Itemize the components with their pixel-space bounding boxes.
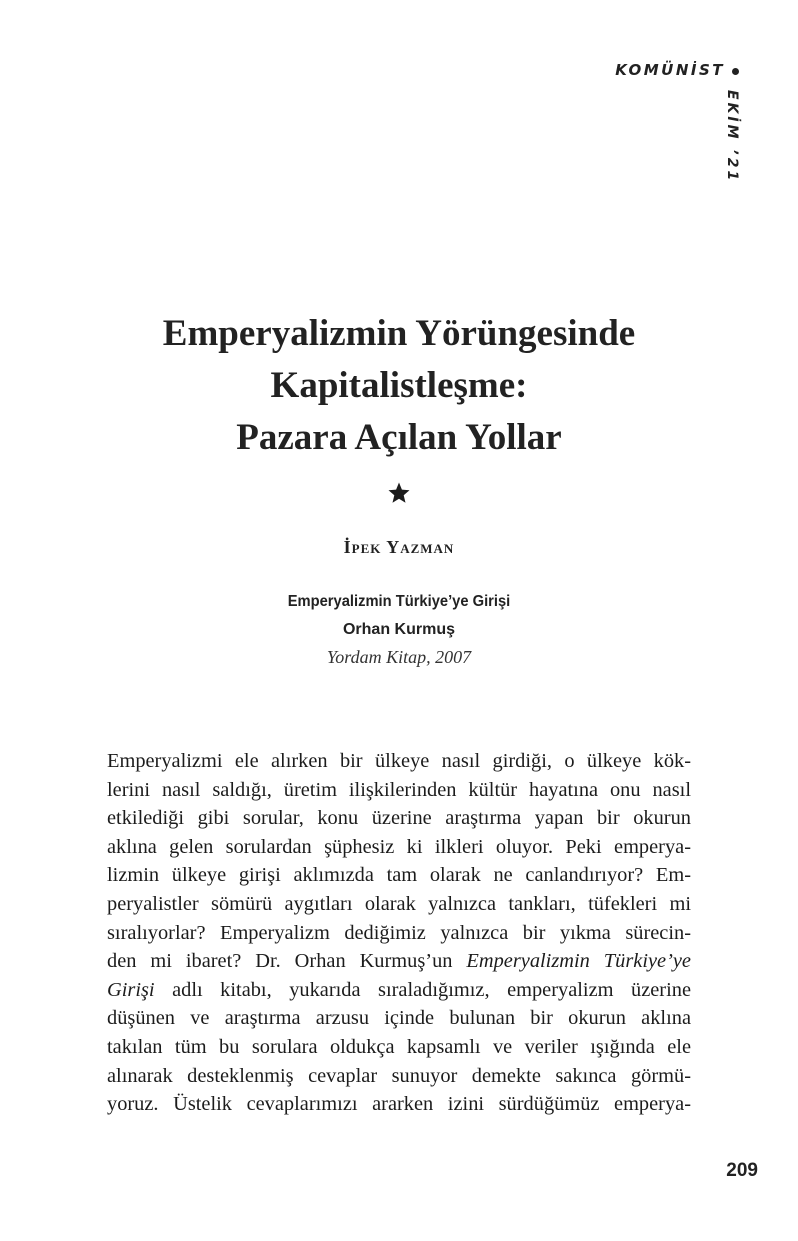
body-line (107, 1033, 691, 1062)
book-author: Orhan Kurmuş (342, 621, 455, 638)
body-text-run: Emperyalizmi ele alırken bir ülkeye nasıl girdiği, o ülkeye kök- (107, 750, 691, 772)
body-line (107, 861, 691, 890)
title-line: Emperyalizmin Yörüngesinde (162, 313, 636, 354)
author-name: İpek Yazman (343, 537, 455, 557)
body-line (107, 833, 691, 862)
body-text-run: alınarak desteklenmiş cevaplar sunuyor demekte sakınca görmü- (107, 1064, 691, 1087)
title-line: Kapitalistleşme: (270, 365, 528, 406)
body-text (107, 747, 691, 1119)
body-line (107, 947, 691, 976)
body-line (107, 976, 691, 1005)
italic-book-title: Girişi (107, 978, 155, 1001)
italic-book-title: Emperyalizmin Türkiye’ye (466, 950, 691, 973)
body-line (107, 1062, 691, 1091)
title-line: Pazara Açılan Yollar (236, 417, 562, 458)
book-info (0, 588, 798, 670)
body-text-run: yoruz. Üstelik cevaplarımızı ararken izini sürdüğümüz emperya- (107, 1093, 691, 1116)
bullet-dot-icon (732, 68, 739, 75)
body-text-run: adlı kitabı, yukarıda sıraladığımız, emperyalizm üzerine (154, 978, 691, 1001)
body-text-run: aklına gelen sorulardan şüphesiz ki ilkleri oluyor. Peki emperya- (107, 835, 691, 858)
book-publisher: Yordam Kitap, 2007 (326, 647, 472, 667)
body-line (107, 1090, 691, 1119)
body-text-run: düşünen ve araştırma arzusu içinde bulunan bir okurun aklına (107, 1007, 691, 1030)
body-text-run: takılan tüm bu sorulara oldukça kapsamlı ve veriler ışığında ele (107, 1035, 691, 1058)
body-line (107, 1004, 691, 1033)
body-text-run: etkilediği gibi sorular, konu üzerine araştırma yapan bir okurun (107, 807, 691, 830)
body-text-run: lizmin ülkeye girişi aklımızda tam olarak ne canlandırıyor? Em- (107, 864, 691, 887)
body-line (107, 919, 691, 948)
page-number: 209 (726, 1160, 758, 1181)
body-line (107, 776, 691, 805)
body-line (107, 804, 691, 833)
body-text-run: peryalistler sömürü aygıtları olarak yalnızca tankları, tüfekleri mi (107, 892, 691, 915)
body-text-run: lerini nasıl saldığı, üretim ilişkilerinden kültür hayatına onu nasıl (107, 778, 691, 801)
article-title (0, 308, 798, 464)
body-text-run: den mi ibaret? Dr. Orhan Kurmuş’un (107, 950, 467, 973)
body-line (107, 747, 691, 776)
issue-date: EKİM ’21 (724, 90, 740, 184)
running-head: KOMÜNİST (615, 61, 725, 79)
body-text-run: sıralıyorlar? Emperyalizm dediğimiz yalnızca bir yıkma sürecin- (107, 921, 691, 944)
body-line (107, 890, 691, 919)
book-title: Emperyalizmin Türkiye’ye Girişi (287, 593, 511, 610)
star-icon (387, 481, 411, 505)
